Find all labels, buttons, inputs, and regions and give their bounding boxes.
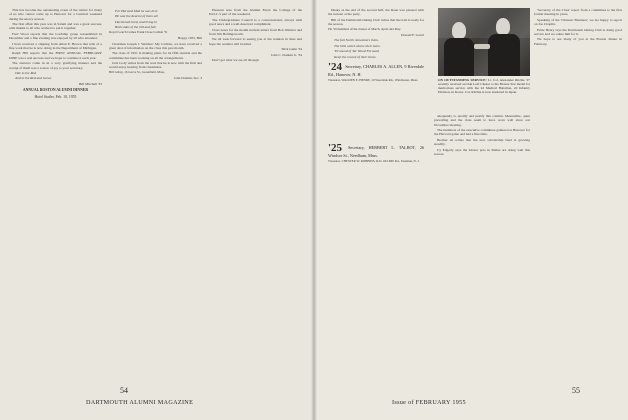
poem-line: Both sides of the hill and fall. <box>115 25 157 30</box>
poem-line: Dartmouth bred, and living in <box>115 19 157 24</box>
paragraph: The answers come in in a very gratifying manner and the receipt of them was a source of joy to your secretary. <box>9 61 102 70</box>
paragraph: I have received a clipping from Allan E. Brown that tells of a fine work that he is now doing in the Department of Michigan. <box>9 41 102 50</box>
class-treasurer: Treasurer, WALDEN E. HENRY, 10 Woodside Rd., Winchester, Mass. <box>328 77 419 82</box>
signature: Dick Gunn '34 <box>281 47 302 52</box>
poem-line: He was the dearest of them all. <box>115 14 159 19</box>
right-column-1 <box>328 8 424 388</box>
caption-text: Lt. Col. Alexander Ritchie '27 recently received an Oak Leaf Cluster to his Bronze Star medal for meritorious service with the 2d Medical Battalion, 2d Infantry Division, in Korea. Col. Ritchie is now stationed in Japan. <box>438 78 530 95</box>
left-column-1 <box>9 8 102 388</box>
signature: John C. Donkin Jr. '34 <box>270 52 302 57</box>
signature: Donald F. Gavel <box>401 32 424 37</box>
left-page-number: 54 <box>120 386 128 395</box>
byline: Royal Coatch Comes Frank Close Carlisle '51 <box>109 29 168 34</box>
poem-line: And to the Red and Green <box>15 76 52 81</box>
left-column-3 <box>209 8 302 388</box>
right-footer: Issue of FEBRUARY 1955 <box>392 399 466 406</box>
class-heading-25 <box>328 143 424 158</box>
poem-line: For Harvard Med he was here <box>115 9 158 13</box>
class-year: '25 <box>328 141 343 154</box>
paragraph: adequately to qualify and justify this column. Meanwhile, quiet prevailing and the class seem to have worn well since our November meeting. <box>434 114 530 127</box>
paragraph: Cy Edgerly says the lobster pots in Maine are doing well this season. <box>434 147 530 156</box>
paragraph: Brother Al writes that the new scholarship fund is growing steadily. <box>434 137 530 147</box>
class-year: '24 <box>328 60 343 73</box>
paragraph: Ralph Hill reports that the FIRST ANNUAL FEBRUARY DINE was a real success and we hope to continue it each year. <box>9 51 102 60</box>
paragraph: Ernie Henry says the Dartmouth Outing Club is doing good service and we salute him for it. <box>534 27 622 36</box>
poem-line: The full North remembers them. <box>334 38 379 43</box>
right-column-2 <box>434 114 530 388</box>
signature: Bill Mitchell '33 <box>79 81 102 86</box>
page-gutter <box>311 0 317 420</box>
paragraph: Jack Cody writes from the west that he is now with the firm and would enjoy hearing from classmates. <box>109 61 202 70</box>
class-treasurer: Treasurer, CHESTER W. ROBBINS, R.D. Old Mill Rd., Eastman, N. J. <box>328 158 420 163</box>
poem-line: 'Til sound of Tar Wood Forward <box>334 49 379 54</box>
paragraph: Pleasant note from the Alumni Fund: the College of the D.O.C.'s part of the weekend. <box>209 8 302 17</box>
paragraph: The class of 1951 is making plans for its fifth reunion and the committee has been working on all the arrangements. <box>109 51 202 60</box>
paragraph: We all look forward to seeing you at the reunion in June and hope the weather will be kind. <box>209 37 302 46</box>
paragraph: This has become the outstanding event of the winter for many of us who cannot come up to Hanover for a Carnival weekend during the snowy season. <box>9 8 102 21</box>
signature: Happy 1955, Bill <box>177 36 202 41</box>
left-footer: DARTMOUTH ALUMNI MAGAZINE <box>86 399 194 406</box>
paragraph: The Undergraduate Council is a conversational, always with good news and a well-deserved compliment. <box>209 17 302 27</box>
paragraph: Bill of the Dartmouth Outing Club writes that the trail is ready for the season. <box>328 17 424 27</box>
right-page-number: 55 <box>572 386 580 395</box>
caption-lead: ON OUTSTANDING SERVICE: <box>438 78 487 82</box>
dinner-heading: ANNUAL BOSTON ALUMNI DINNER <box>22 88 89 93</box>
signature: John Donkin, Sec. 3 <box>173 75 202 80</box>
class-heading-24 <box>328 62 424 77</box>
paragraph: Dusky as the end of the second half, the Dean was pleased with the turnout at the party. <box>328 8 424 17</box>
right-page <box>314 0 628 420</box>
paragraph: Fred Wood reports that the Lordship group reassembled in December and a fine evening was enjoyed by all who attended. <box>9 31 102 41</box>
class-secretary: Secretary, CHARLES A. ALLEN, 9 Riverdale Rd., Hanover, N. H. <box>328 63 424 77</box>
award-photo <box>438 8 530 76</box>
poem-line: Ode to the Red <box>15 70 36 75</box>
poem-line: Keep the record of their times. <box>334 54 377 59</box>
paragraph: Speaking of the 'Citizens' Business', we are happy to report on Joe Chaplin. <box>534 17 622 27</box>
left-column-2 <box>109 8 202 388</box>
photo-caption <box>438 78 530 94</box>
note: I'm '50 members of the classes of March, April, and May. <box>328 26 402 31</box>
paragraph: Don't get what we are all through <box>212 58 259 63</box>
paragraph: We hope to see many of you at the Boston dinner in February. <box>534 37 622 46</box>
paragraph: The first affair this year was in Salem and was a great success, with thanks to all who worked to put it together. <box>9 22 102 31</box>
dinner-venue: Hotel Statler, Feb. 10, 1955 <box>34 94 77 99</box>
poem-line: The hills watch above their tents. <box>334 43 381 48</box>
paragraph: Class notes for the month include letters from Bob Webster and from Jim Hollingsworth. <box>209 27 302 36</box>
address: Bill Gilroy, 16 Grove St., Greenfield, Mass. <box>109 69 165 74</box>
paragraph: 'Secretary of the Class' report from a committee is the first formal meeting in years. <box>534 8 622 17</box>
right-column-3 <box>534 8 622 388</box>
paragraph: The members of the executive committee gathered at Hanover for the Harvard game and had a fine time. <box>434 128 530 137</box>
class-secretary: Secretary, HERBERT L. TALBOT, 26 Windsor St., Needham, Mass. <box>328 144 424 158</box>
paragraph: Chairman Joseph J. Welcher: My Carlisle, we have received a great deal of information on the class this past month. <box>109 41 202 50</box>
